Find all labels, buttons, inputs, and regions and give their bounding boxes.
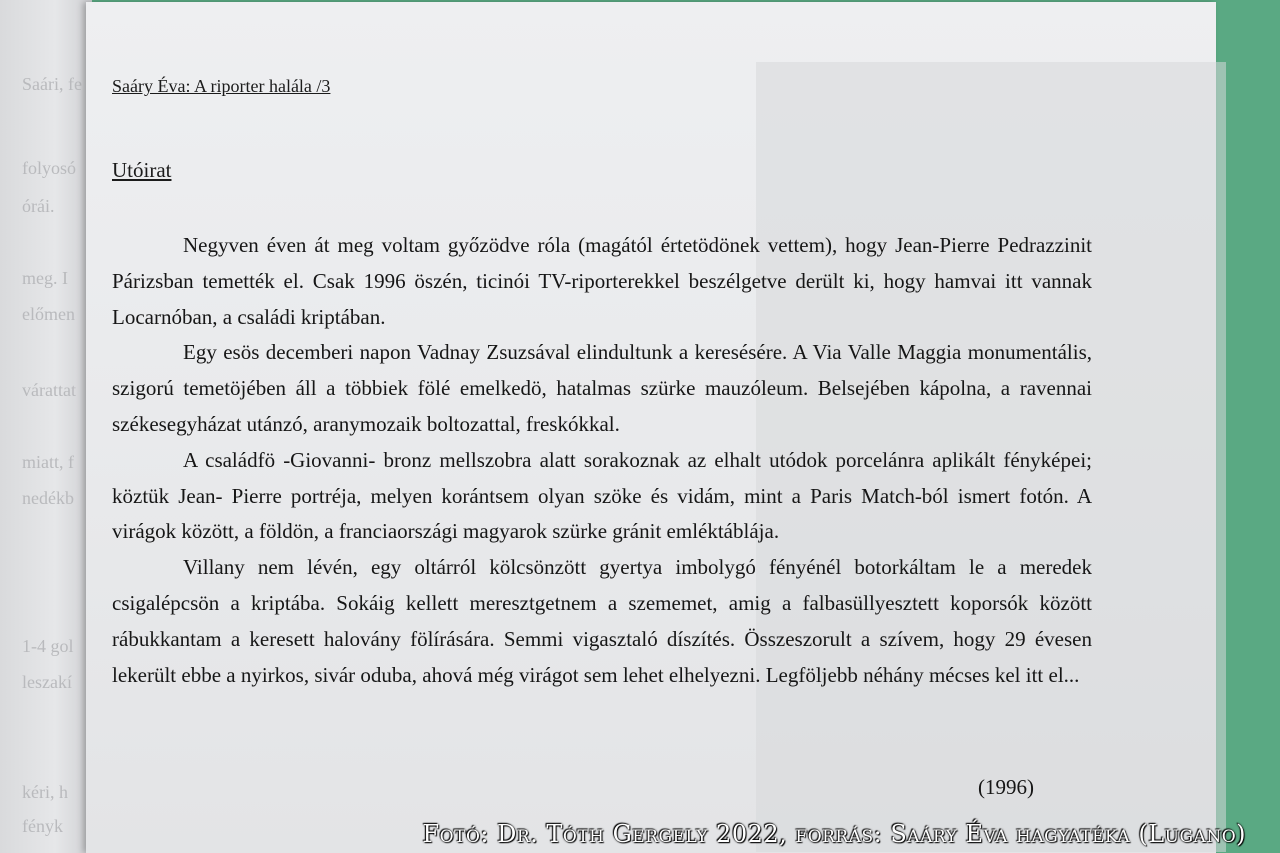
left-page-text: meg. I bbox=[22, 268, 68, 288]
left-page-text: miatt, f bbox=[22, 452, 74, 472]
left-page-text: előmen bbox=[22, 304, 75, 324]
left-page-text: kéri, h bbox=[22, 782, 68, 802]
document-body bbox=[112, 228, 1092, 693]
left-page-text: órái. bbox=[22, 196, 55, 216]
left-page bbox=[0, 0, 92, 853]
paragraph: Villany nem lévén, egy oltárról kölcsönzött gyertya imbolygó fényénél botorkáltam le a meredek csigalépcsön a kriptába. Sokáig kellett meresztgetnem a szememet, amig a falbasüllyesztett koporsók között rábukkantam a keresett halovány fölírására. Semmi vigasztaló díszítés. Összeszorult a szívem, hogy 29 évesen lekerült ebbe a nyirkos, sivár oduba, ahová még virágot sem lehet elhelyezni. Legföljebb néhány mécses kel itt el... bbox=[112, 555, 1092, 687]
document-header: Saáry Éva: A riporter halála /3 bbox=[112, 76, 331, 96]
left-page-text: folyosó bbox=[22, 158, 76, 178]
document-year: (1996) bbox=[978, 775, 1034, 799]
paragraph: A családfö -Giovanni- bronz mellszobra alatt sorakoznak az elhalt utódok porcelánra aplikált fényképei; köztük Jean- Pierre portréja, melyen korántsem olyan szöke és vidám, mint a Paris Match-ból ismert fotón. A virágok között, a földön, a franciaországi magyarok szürke gránit emléktáblája. bbox=[112, 447, 1092, 544]
paragraph: Egy esös decemberi napon Vadnay Zsuzsával elindultunk a keresésére. A Via Valle Maggia monumentális, szigorú temetöjében áll a többiek fölé emelkedö, hatalmas szürke mauzóleum. Belsejében kápolna, a ravennai székesegyházat utánzó, aranymozaik boltozattal, freskókkal. bbox=[112, 340, 1092, 436]
left-page-text: Saári, fe bbox=[22, 74, 82, 94]
document-title: Utóirat bbox=[112, 158, 172, 182]
left-page-text: nedékb bbox=[22, 488, 74, 508]
left-page-text: fényk bbox=[22, 816, 63, 836]
left-page-text: leszakí bbox=[22, 672, 72, 692]
paragraph: Negyven éven át meg voltam győzödve róla (magától értetödönek vettem), hogy Jean-Pierre Pedrazzinit Párizsban temették el. Csak 1996 öszén, ticinói TV-riporterekkel beszélgetve derült ki, hogy hamvai itt vannak Locarnóban, a családi kriptában. bbox=[112, 233, 1092, 329]
left-page-text: 1-4 gol bbox=[22, 636, 74, 656]
photo-credit-watermark: Fotó: Dr. Tóth Gergely 2022, forrás: Saáry Éva hagyatéka (Lugano) bbox=[422, 820, 1246, 848]
left-page-text: várattat bbox=[22, 380, 76, 400]
